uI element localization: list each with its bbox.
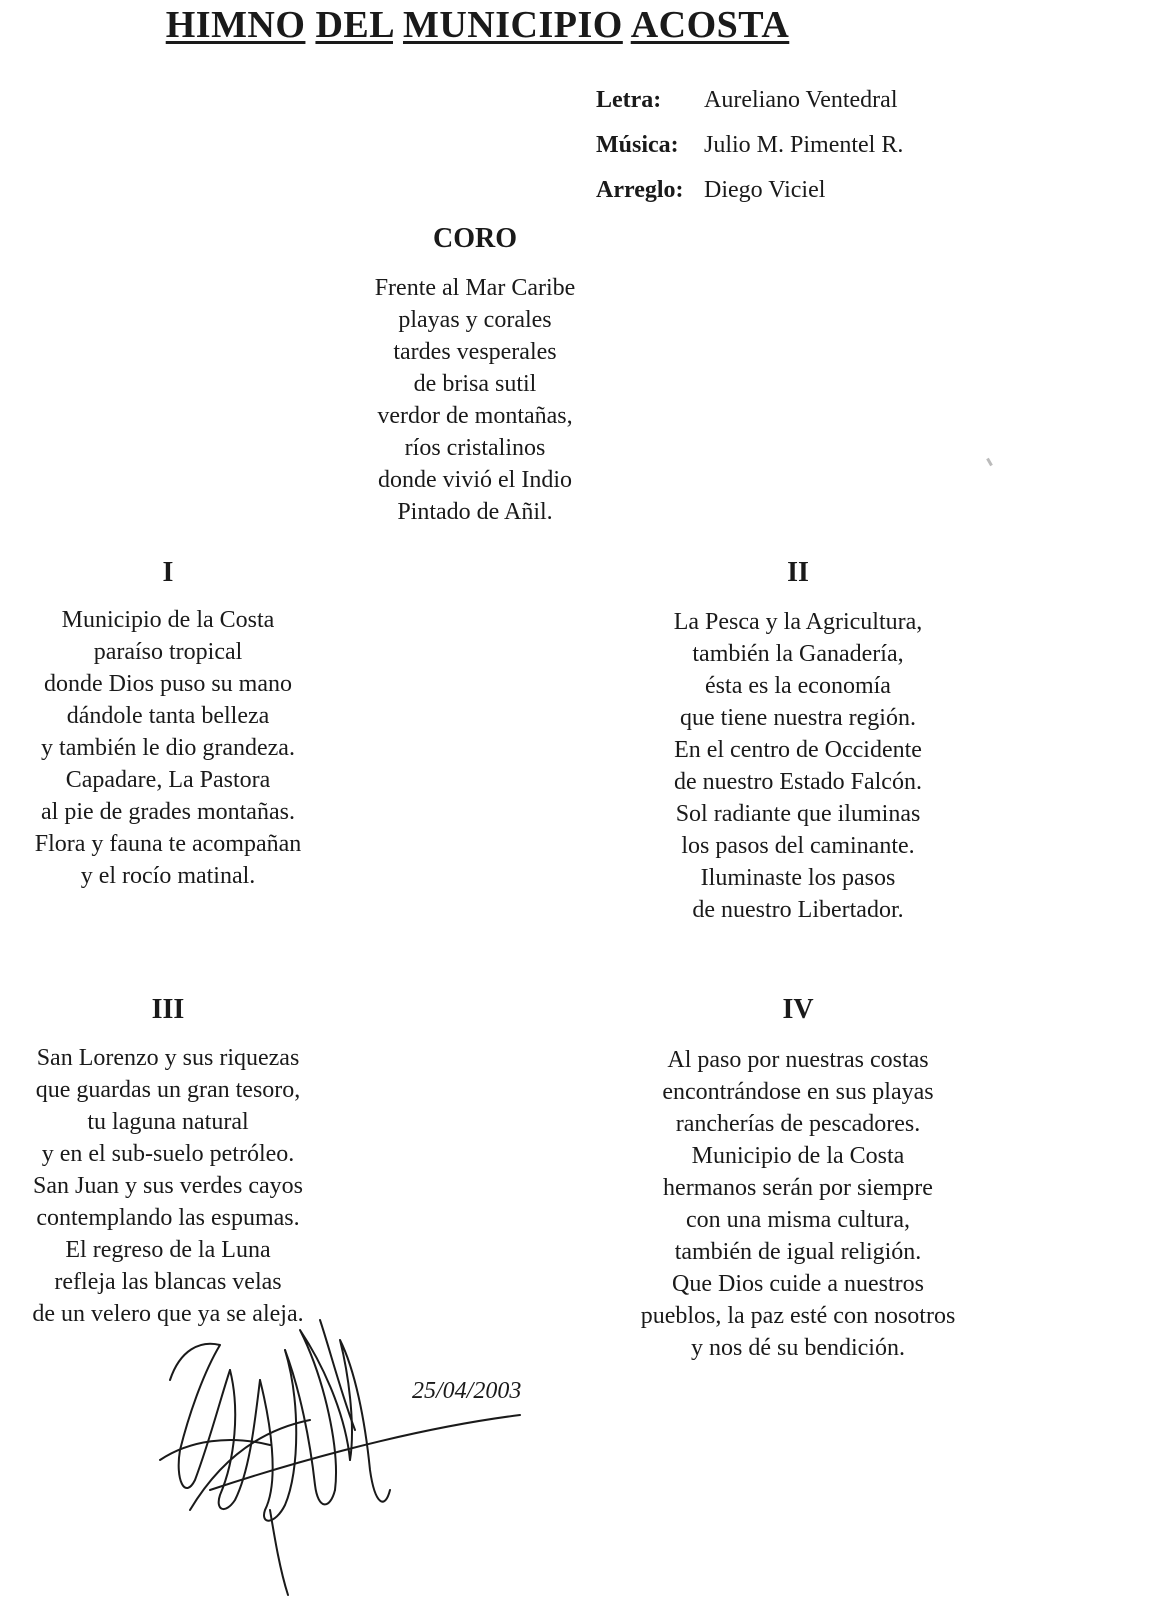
verse-line: también la Ganadería, xyxy=(692,641,904,667)
verse-line: con una misma cultura, xyxy=(686,1207,910,1233)
verse-line: que tiene nuestra región. xyxy=(680,705,916,731)
verse-line: verdor de montañas, xyxy=(377,403,573,429)
verse-line: paraíso tropical xyxy=(93,639,243,665)
credit-label: Arreglo: xyxy=(596,177,684,203)
verse-line: Sol radiante que iluminas xyxy=(675,801,921,827)
verse-line: y en el sub-suelo petróleo. xyxy=(41,1141,295,1167)
stanza-3-verse xyxy=(0,1042,336,1330)
verse-line: Municipio de la Costa xyxy=(691,1143,905,1169)
verse-line: de un velero que ya se aleja. xyxy=(32,1301,304,1327)
credit-music xyxy=(596,123,903,168)
verse-line: San Juan y sus verdes cayos xyxy=(33,1173,303,1199)
verse-line: Pintado de Añil. xyxy=(397,499,553,525)
verse-line: playas y corales xyxy=(398,307,552,333)
verse-line: Flora y fauna te acompañan xyxy=(34,831,302,857)
verse-line: donde vivió el Indio xyxy=(378,467,572,493)
verse-line: tu laguna natural xyxy=(87,1109,249,1135)
verse-line: dándole tanta belleza xyxy=(66,703,270,729)
credit-label: Letra: xyxy=(596,87,662,113)
coro-title: CORO xyxy=(433,223,517,254)
credit-label: Música: xyxy=(596,132,679,158)
verse-line: que guardas un gran tesoro, xyxy=(35,1077,301,1103)
verse-line: de brisa sutil xyxy=(413,371,537,397)
verse-line: El regreso de la Luna xyxy=(65,1237,271,1263)
verse-line: rancherías de pescadores. xyxy=(675,1111,921,1137)
verse-line: donde Dios puso su mano xyxy=(44,671,292,697)
verse-line: y también le dio grandeza. xyxy=(41,735,295,761)
title-word: DEL xyxy=(315,4,393,46)
verse-line: de nuestro Estado Falcón. xyxy=(674,769,922,795)
stanza-3-title: III xyxy=(151,994,185,1025)
verse-line: Frente al Mar Caribe xyxy=(374,275,576,301)
title-word: HIMNO xyxy=(165,4,306,46)
verse-line: Al paso por nuestras costas xyxy=(667,1047,929,1073)
verse-line: Municipio de la Costa xyxy=(61,607,275,633)
verse-line: y el rocío matinal. xyxy=(80,863,256,889)
verse-line: Que Dios cuide a nuestros xyxy=(672,1271,924,1297)
verse-line: tardes vesperales xyxy=(393,339,557,365)
credit-value: Julio M. Pimentel R. xyxy=(704,132,904,158)
verse-line: ésta es la economía xyxy=(705,673,891,699)
verse-line: La Pesca y la Agricultura, xyxy=(673,609,923,635)
coro-verse xyxy=(325,272,625,528)
verse-line: al pie de grades montañas. xyxy=(41,799,295,825)
credit-lyrics xyxy=(596,78,903,123)
stanza-2-title: II xyxy=(787,557,809,588)
verse-line: refleja las blancas velas xyxy=(54,1269,282,1295)
verse-line: Iluminaste los pasos xyxy=(700,865,896,891)
stanza-1-verse xyxy=(0,604,336,892)
verse-line: En el centro de Occidente xyxy=(674,737,922,763)
verse-line: San Lorenzo y sus riquezas xyxy=(36,1045,300,1071)
credit-arrangement xyxy=(596,168,903,213)
verse-line: ríos cristalinos xyxy=(404,435,546,461)
verse-line: y nos dé su bendición. xyxy=(691,1335,905,1361)
document-date: 25/04/2003 xyxy=(412,1378,522,1404)
verse-line: encontrándose en sus playas xyxy=(662,1079,934,1105)
page-title xyxy=(0,0,955,50)
verse-line: Capadare, La Pastora xyxy=(65,767,271,793)
verse-line: pueblos, la paz esté con nosotros xyxy=(640,1303,956,1329)
handwritten-signature xyxy=(150,1310,540,1600)
verse-line: los pasos del caminante. xyxy=(681,833,915,859)
verse-line: de nuestro Libertador. xyxy=(692,897,904,923)
stanza-4-verse xyxy=(600,1044,996,1364)
title-word: MUNICIPIO xyxy=(402,4,623,46)
credit-value: Aureliano Ventedral xyxy=(704,87,898,113)
scan-speck xyxy=(986,458,993,466)
credit-value: Diego Viciel xyxy=(704,177,826,203)
verse-line: hermanos serán por siempre xyxy=(663,1175,933,1201)
verse-line: contemplando las espumas. xyxy=(36,1205,300,1231)
stanza-4-title: IV xyxy=(782,994,814,1025)
verse-line: también de igual religión. xyxy=(674,1239,922,1265)
stanza-1-title: I xyxy=(162,557,174,588)
title-word: ACOSTA xyxy=(630,4,790,46)
credits-block xyxy=(596,78,903,213)
stanza-2-verse xyxy=(630,606,966,926)
